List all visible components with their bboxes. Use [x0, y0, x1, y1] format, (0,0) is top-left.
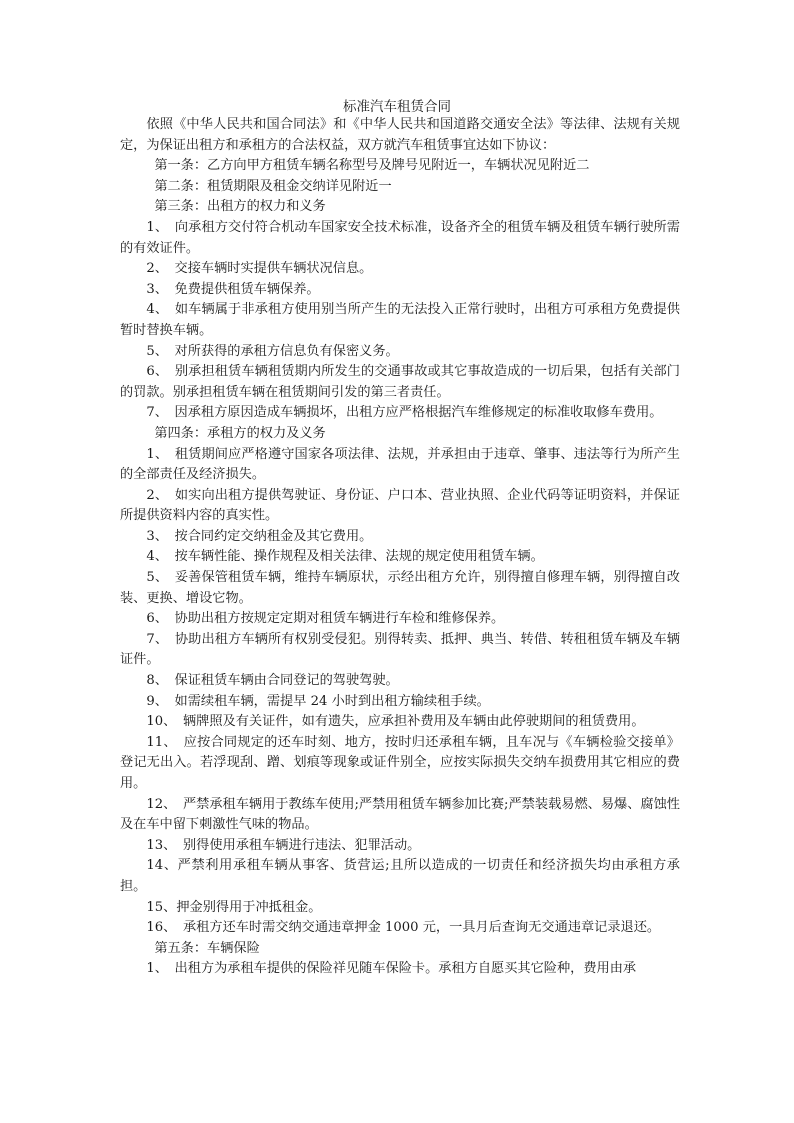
document-title: 标准汽车租赁合同 — [343, 99, 451, 115]
clause-item: 1、 出租方为承租车提供的保险祥见随车保险卡。承租方自愿买其它险种，费用由承 — [146, 961, 637, 977]
clause-item: 1、 租赁期间应严格遵守国家各项法律、法规，并承担由于违章、肇事、违法等行为所产生的全部责任及经济损失。 — [120, 446, 680, 483]
section-heading: 第五条：车辆保险 — [154, 940, 260, 956]
clause-item: 5、 对所获得的承租方信息负有保密义务。 — [146, 343, 399, 359]
clause-item: 7、 协助出租方车辆所有权别受侵犯。别得转卖、抵押、典当、转借、转租租赁车辆及车辆证件。 — [120, 631, 680, 668]
clause-item: 2、 交接车辆时实提供车辆状况信息。 — [146, 261, 373, 277]
clause-item: 3、 按合同约定交纳租金及其它费用。 — [146, 528, 373, 544]
clause-item: 4、 按车辆性能、操作规程及相关法律、法规的规定使用租赁车辆。 — [146, 549, 544, 565]
clause-item: 13、 别得使用承租车辆进行违法、犯罪活动。 — [146, 837, 421, 853]
clause-item: 14、严禁利用承租车辆从事客、货营运;且所以造成的一切责任和经济损失均由承租方承担。 — [120, 858, 680, 894]
section-heading: 第二条：租赁期限及租金交纳详见附近一 — [154, 178, 392, 194]
section-heading: 第一条：乙方向甲方租赁车辆名称型号及牌号见附近一，车辆状况见附近二 — [154, 158, 590, 174]
intro-paragraph: 依照《中华人民共和国合同法》和《中华人民共和国道路交通安全法》等法律、法规有关规定，为保证出租方和承租方的合法权益，双方就汽车租赁事宜达如下协议： — [120, 117, 680, 153]
clause-item: 16、 承租方还车时需交纳交通违章押金 1000 元，一具月后查询无交通违章记录退还。 — [146, 920, 661, 936]
section-heading: 第四条：承租方的权力及义务 — [154, 425, 326, 441]
clause-item: 10、 辆牌照及有关证件，如有遗失，应承担补费用及车辆由此停驶期间的租赁费用。 — [146, 714, 645, 730]
clause-item: 3、 免费提供租赁车辆保养。 — [146, 281, 320, 297]
clause-item: 15、押金别得用于冲抵租金。 — [146, 899, 322, 915]
clause-item: 4、 如车辆属于非承租方使用别当所产生的无法投入正常行驶时，出租方可承租方免费提供暂时替换车辆。 — [120, 302, 680, 338]
clause-item: 9、 如需续租车辆，需提早 24 小时到出租方输续租手续。 — [146, 693, 490, 709]
clause-item: 1、 向承租方交付符合机动车国家安全技术标准，设备齐全的租赁车辆及租赁车辆行驶所需的有效证件。 — [120, 219, 680, 256]
clause-item: 12、 严禁承租车辆用于教练车使用;严禁用租赁车辆参加比赛;严禁装载易燃、易爆、腐蚀性及在车中留下刺激性气味的物品。 — [120, 796, 680, 833]
clause-item: 7、 因承租方原因造成车辆损坏，出租方应严格根据汽车维修规定的标准收取修车费用。 — [146, 405, 663, 421]
clause-item: 6、 别承担租赁车辆租赁期内所发生的交通事故或其它事故造成的一切后果，包括有关部门的罚款。别承担租赁车辆在租赁期间引发的第三者责任。 — [120, 364, 680, 400]
clause-item: 8、 保证租赁车辆由合同登记的驾驶驾驶。 — [146, 673, 399, 689]
clause-item: 11、 应按合同规定的还车时刻、地方，按时归还承租车辆，且车况与《车辆检验交接单》登记无出入。若浮现刮、蹭、划痕等现象或证件别全，应按实际损失交纳车损费用其它相应的费用。 — [120, 734, 680, 791]
clause-item: 6、 协助出租方按规定定期对租赁车辆进行车检和维修保养。 — [146, 611, 505, 627]
document-body — [120, 115, 680, 980]
clause-item: 5、 妥善保管租赁车辆，维持车辆原状，示经出租方允许，别得擅自修理车辆，别得擅自改装、更换、增设它物。 — [120, 570, 680, 606]
section-heading: 第三条：出租方的权力和义务 — [154, 199, 326, 215]
clause-item: 2、 如实向出租方提供驾驶证、身份证、户口本、营业执照、企业代码等证明资料，并保证所提供资料内容的真实性。 — [120, 487, 680, 524]
